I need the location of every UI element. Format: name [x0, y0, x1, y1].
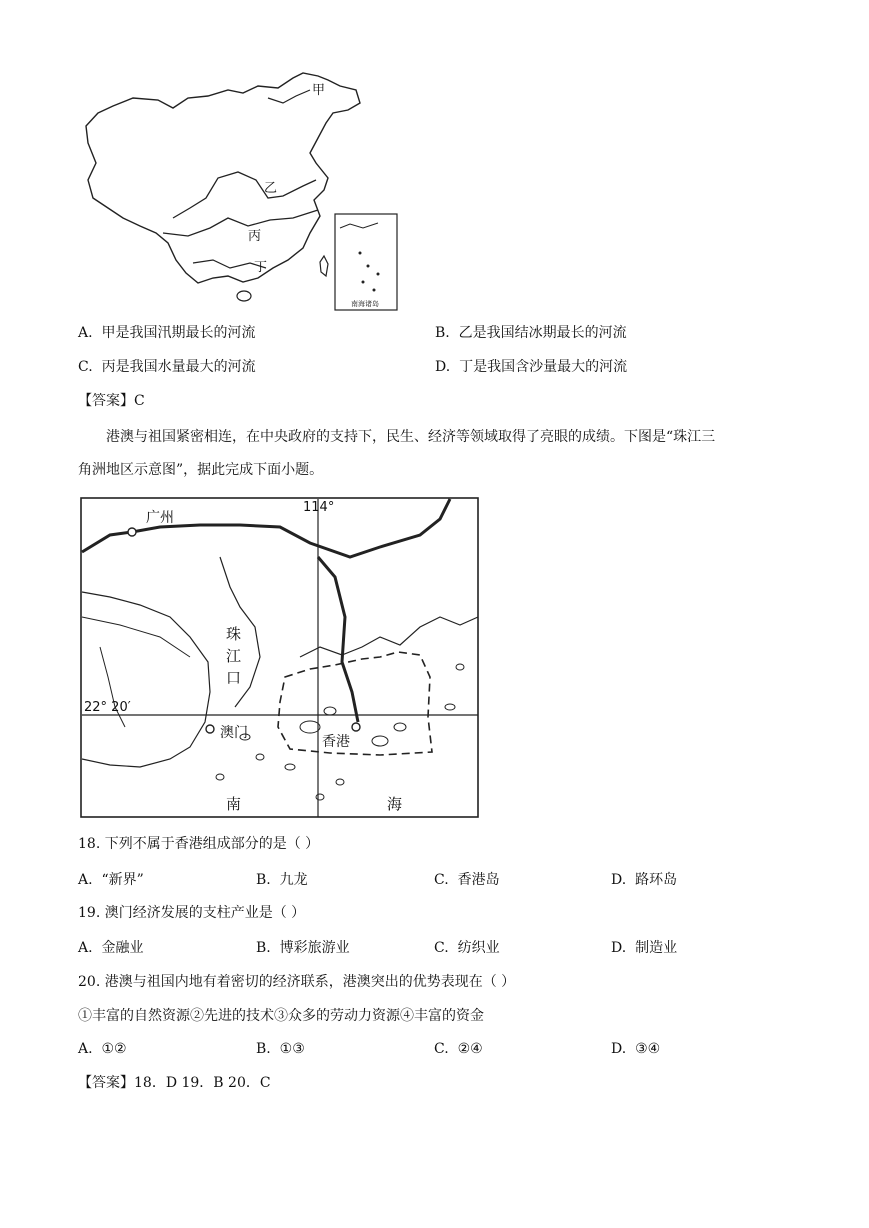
- label-zhujiang-2: 江: [226, 647, 242, 665]
- question-18-options: [78, 869, 798, 891]
- question-19-options: [78, 937, 798, 959]
- option-c[interactable]: C. 丙是我国水量最大的河流: [78, 359, 256, 375]
- pearl-river-delta-map: [80, 497, 480, 819]
- river-jia: [268, 90, 310, 103]
- macau-marker: [206, 725, 214, 733]
- label-nan: 南: [226, 795, 242, 813]
- q19-option-d[interactable]: D. 制造业: [611, 940, 678, 956]
- label-hongkong: 香港: [322, 734, 350, 750]
- inset-caption: 南海诸岛: [351, 300, 379, 308]
- q18-option-c[interactable]: C. 香港岛: [434, 872, 500, 888]
- taiwan-island: [320, 256, 328, 276]
- label-ding: 丁: [254, 260, 268, 275]
- intro-line-2: 角洲地区示意图”，据此完成下面小题。: [78, 462, 324, 478]
- label-jia: 甲: [312, 83, 326, 98]
- q18-option-b[interactable]: B. 九龙: [256, 872, 308, 888]
- label-guangzhou: 广州: [146, 510, 174, 526]
- china-outline: [86, 73, 360, 283]
- option-b[interactable]: B. 乙是我国结冰期最长的河流: [435, 325, 627, 341]
- question-20-stem: 20. 港澳与祖国内地有着密切的经济联系，港澳突出的优势表现在（ ）: [78, 974, 516, 990]
- q19-option-a[interactable]: A. 金融业: [78, 940, 144, 956]
- label-zhujiang-1: 珠: [226, 625, 242, 643]
- question-20-options: [78, 1038, 798, 1060]
- label-hai: 海: [387, 795, 403, 813]
- guangzhou-marker: [128, 528, 136, 536]
- q20-option-d[interactable]: D. ③④: [611, 1041, 661, 1057]
- option-a[interactable]: A. 甲是我国汛期最长的河流: [78, 325, 256, 341]
- question-18-stem: 18. 下列不属于香港组成部分的是（ ）: [78, 836, 320, 852]
- intro-line-1: 港澳与祖国紧密相连，在中央政府的支持下，民生、经济等领域取得了亮眼的成绩。下图是“珠江三: [106, 429, 716, 445]
- q18-option-d[interactable]: D. 路环岛: [611, 872, 678, 888]
- label-zhujiang-3: 口: [226, 669, 242, 687]
- label-lat: 22° 20′: [84, 700, 131, 715]
- label-lon: 114°: [303, 500, 335, 515]
- option-row: [78, 322, 798, 344]
- china-river-map: [78, 68, 400, 312]
- river-bing: [163, 210, 318, 236]
- question-19-stem: 19. 澳门经济发展的支柱产业是（ ）: [78, 905, 306, 921]
- q20-option-a[interactable]: A. ①②: [78, 1041, 127, 1057]
- q19-option-b[interactable]: B. 博彩旅游业: [256, 940, 350, 956]
- hainan-island: [237, 291, 251, 301]
- river-yi: [173, 172, 316, 218]
- q19-option-c[interactable]: C. 纺织业: [434, 940, 500, 956]
- label-macau: 澳门: [220, 725, 248, 741]
- hongkong-marker: [352, 723, 360, 731]
- q20-option-b[interactable]: B. ①③: [256, 1041, 305, 1057]
- map-frame: [81, 498, 478, 817]
- option-d[interactable]: D. 丁是我国含沙量最大的河流: [435, 359, 628, 375]
- q18-option-a[interactable]: A. “新界”: [78, 872, 144, 888]
- final-answer: 【答案】18．D 19．B 20．C: [78, 1075, 271, 1091]
- label-bing: 丙: [248, 229, 262, 244]
- answer-rivers: 【答案】C: [78, 393, 145, 409]
- label-yi: 乙: [264, 181, 278, 196]
- option-row: [78, 356, 798, 378]
- south-china-sea-inset: [335, 214, 397, 310]
- question-20-sub: ①丰富的自然资源②先进的技术③众多的劳动力资源④丰富的资金: [78, 1008, 484, 1024]
- q20-option-c[interactable]: C. ②④: [434, 1041, 483, 1057]
